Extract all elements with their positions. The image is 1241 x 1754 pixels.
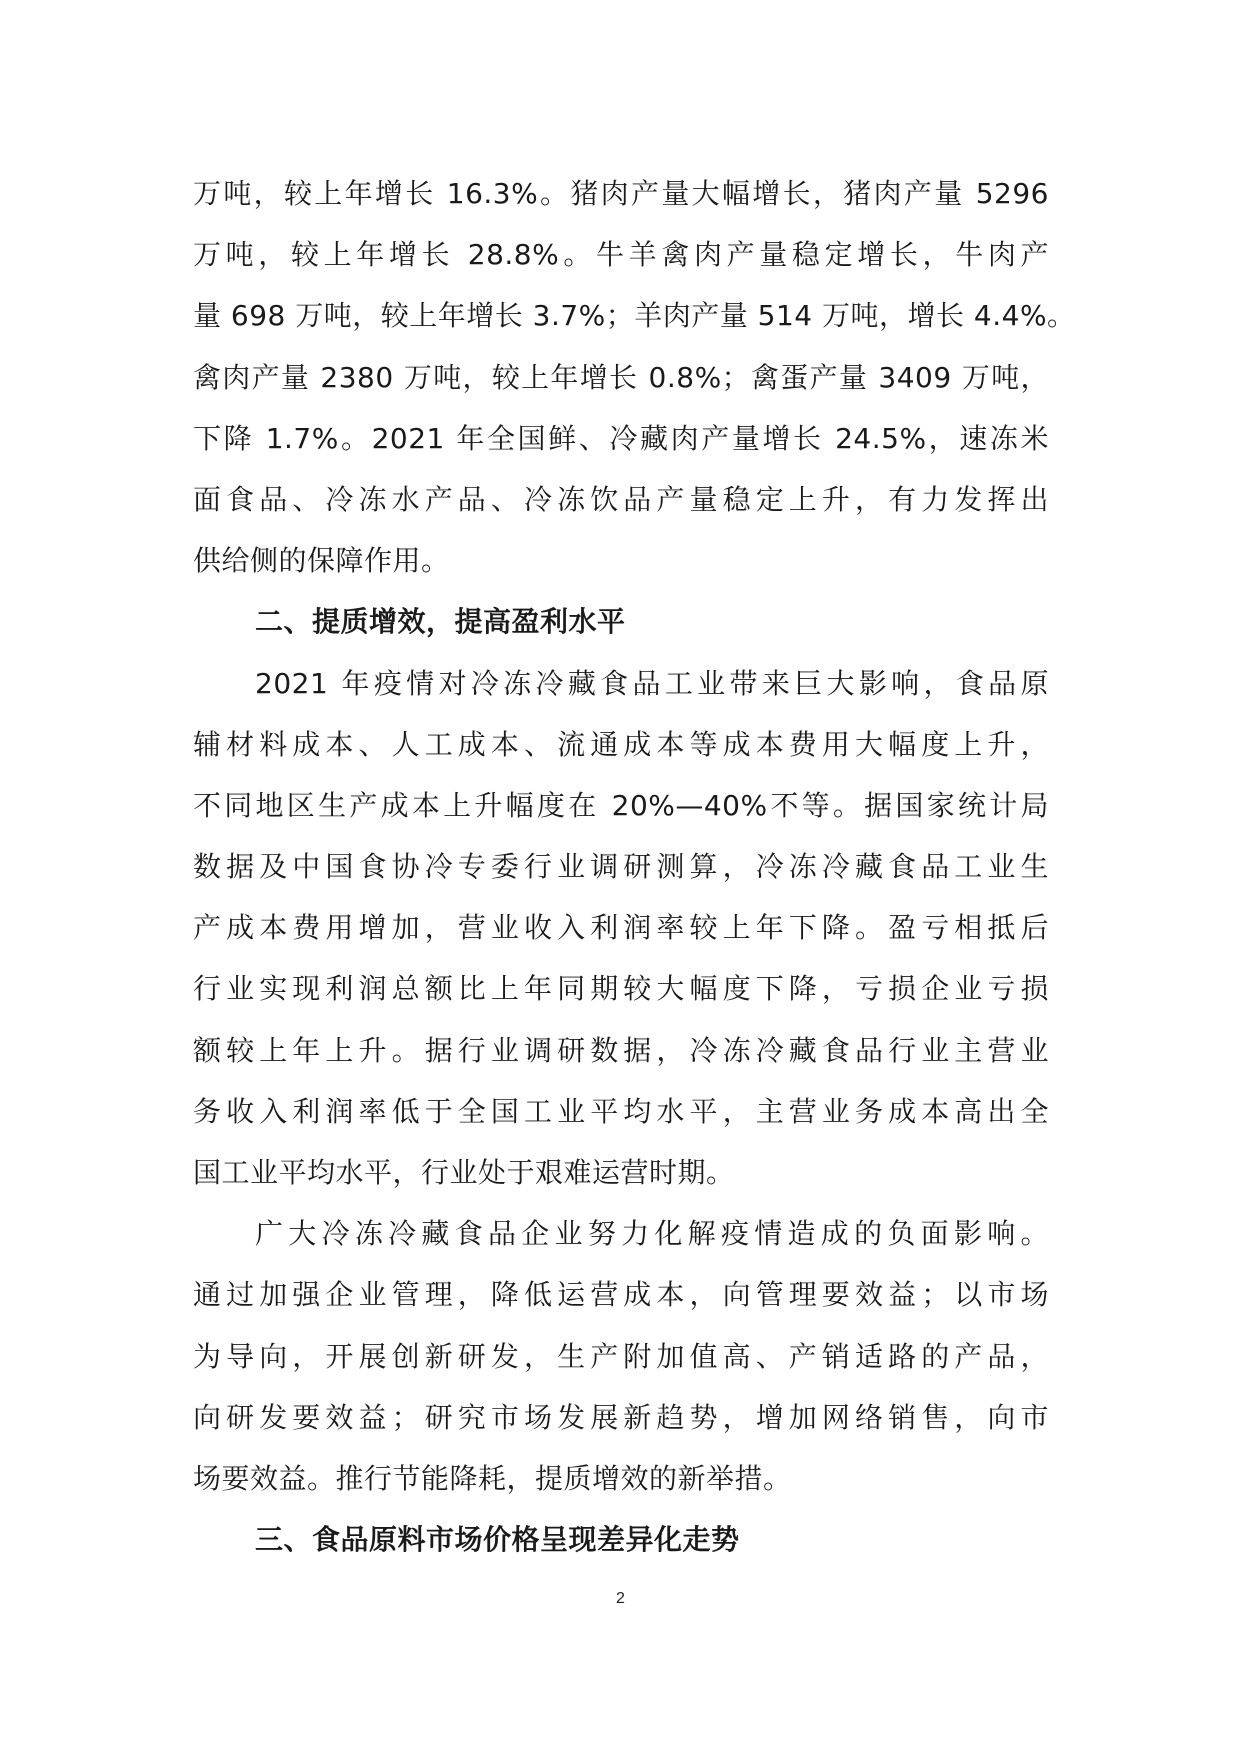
paragraph-production (193, 163, 1076, 591)
text-line: 禽肉产量 2380 万吨，较上年增长 0.8%；禽蛋产量 3409 万吨， (193, 360, 1049, 394)
text-line: 万吨，较上年增长 28.8%。牛羊禽肉产量稳定增长，牛肉产 (193, 238, 1049, 272)
text-line: 量 698 万吨，较上年增长 3.7%；羊肉产量 514 万吨，增长 4.4%。 (193, 299, 1076, 333)
text-line: 广大冷冻冷藏食品企业努力化解疫情造成的负面影响。 (255, 1217, 1049, 1251)
body-text (193, 163, 1076, 1570)
paragraph-enterprise (193, 1203, 1049, 1509)
text-line: 下降 1.7%。2021 年全国鲜、冷藏肉产量增长 24.5%，速冻米 (193, 421, 1049, 455)
section-heading-3: 三、食品原料市场价格呈现差异化走势 (255, 1523, 740, 1557)
text-line: 行业实现利润总额比上年同期较大幅度下降，亏损企业亏损 (193, 972, 1049, 1006)
text-line: 不同地区生产成本上升幅度在 20%—40%不等。据国家统计局 (193, 788, 1049, 822)
text-line: 数据及中国食协冷专委行业调研测算，冷冻冷藏食品工业生 (193, 850, 1049, 884)
text-line: 场要效益。推行节能降耗，提质增效的新举措。 (193, 1461, 792, 1495)
text-line: 万吨，较上年增长 16.3%。猪肉产量大幅增长，猪肉产量 5296 (193, 177, 1049, 210)
text-line: 通过加强企业管理，降低运营成本，向管理要效益；以市场 (193, 1278, 1049, 1312)
text-line: 国工业平均水平，行业处于艰难运营时期。 (193, 1156, 735, 1189)
text-line: 2021 年疫情对冷冻冷藏食品工业带来巨大影响，食品原 (255, 666, 1049, 700)
text-line: 面食品、冷冻水产品、冷冻饮品产量稳定上升，有力发挥出 (193, 482, 1049, 516)
text-line: 产成本费用增加，营业收入利润率较上年下降。盈亏相抵后 (193, 911, 1049, 945)
text-line: 向研发要效益；研究市场发展新趋势，增加网络销售，向市 (193, 1400, 1049, 1434)
text-line: 务收入利润率低于全国工业平均水平，主营业务成本高出全 (193, 1094, 1049, 1128)
paragraph-profit (193, 653, 1049, 1204)
section-heading-2: 二、提质增效，提高盈利水平 (255, 605, 626, 639)
text-line: 为导向，开展创新研发，生产附加值高、产销适路的产品， (193, 1339, 1049, 1373)
page-number: 2 (616, 1590, 625, 1607)
text-line: 额较上年上升。据行业调研数据，冷冻冷藏食品行业主营业 (193, 1033, 1049, 1067)
text-line: 供给侧的保障作用。 (193, 544, 450, 578)
text-line: 辅材料成本、人工成本、流通成本等成本费用大幅度上升， (193, 727, 1049, 761)
